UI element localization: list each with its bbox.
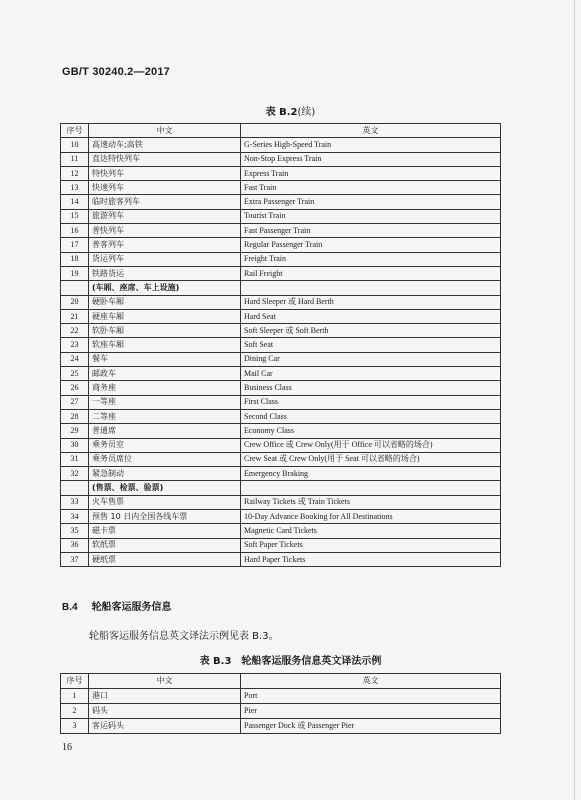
row-chinese: 临时旅客列车 — [89, 195, 241, 209]
section-number: B.4 — [62, 602, 78, 613]
row-number: 30 — [61, 438, 89, 452]
row-english: Fast Passenger Train — [241, 224, 501, 238]
row-english: Railway Tickets 或 Train Tickets — [241, 495, 501, 509]
row-english: Regular Passenger Train — [241, 238, 501, 252]
row-english: Crew Office 或 Crew Only(用于 Office 可以省略的场合) — [241, 438, 501, 452]
table-row — [61, 266, 501, 280]
table-row — [61, 209, 501, 223]
table-row — [61, 309, 501, 323]
row-chinese: 软座车厢 — [89, 338, 241, 352]
row-number: 22 — [61, 324, 89, 338]
row-number: 26 — [61, 381, 89, 395]
row-english: 10-Day Advance Booking for All Destinations — [241, 510, 501, 524]
row-chinese: 客运码头 — [89, 719, 241, 734]
table-b2-body — [61, 138, 501, 567]
row-english: First Class — [241, 395, 501, 409]
row-chinese: 乘务员席位 — [89, 452, 241, 466]
row-english: Mail Car — [241, 367, 501, 381]
table-row — [61, 552, 501, 566]
row-chinese: 硬卧车厢 — [89, 295, 241, 309]
row-number: 17 — [61, 238, 89, 252]
row-chinese: 高速动车;高铁 — [89, 138, 241, 152]
row-chinese: 餐车 — [89, 352, 241, 366]
table-header-row — [61, 124, 501, 138]
header-english: 英文 — [241, 124, 501, 138]
group-number-cell — [61, 481, 89, 495]
row-english: Port — [241, 689, 501, 704]
table-b2-caption — [0, 103, 581, 118]
table-row — [61, 409, 501, 423]
row-number: 12 — [61, 166, 89, 180]
row-english: G-Series High-Speed Train — [241, 138, 501, 152]
table-row — [61, 495, 501, 509]
row-english: Dining Car — [241, 352, 501, 366]
row-english: Passenger Dock 或 Passenger Pier — [241, 719, 501, 734]
row-chinese: 磁卡票 — [89, 524, 241, 538]
row-chinese: 预售 10 日内全国各线车票 — [89, 510, 241, 524]
row-english: Non-Stop Express Train — [241, 152, 501, 166]
row-number: 21 — [61, 309, 89, 323]
row-english: Magnetic Card Tickets — [241, 524, 501, 538]
page-number: 16 — [62, 742, 72, 753]
table-row — [61, 295, 501, 309]
row-number: 23 — [61, 338, 89, 352]
row-number: 31 — [61, 452, 89, 466]
table-row — [61, 395, 501, 409]
row-chinese: 硬座车厢 — [89, 309, 241, 323]
table-row — [61, 381, 501, 395]
row-chinese: 码头 — [89, 704, 241, 719]
row-number: 34 — [61, 510, 89, 524]
group-english-cell — [241, 481, 501, 495]
section-title: 轮船客运服务信息 — [91, 602, 172, 613]
table-row — [61, 224, 501, 238]
row-chinese: 普通席 — [89, 424, 241, 438]
table-row — [61, 195, 501, 209]
row-chinese: 火车售票 — [89, 495, 241, 509]
row-chinese: 货运列车 — [89, 252, 241, 266]
row-english: Freight Train — [241, 252, 501, 266]
table-row — [61, 352, 501, 366]
table-row — [61, 538, 501, 552]
row-number: 33 — [61, 495, 89, 509]
row-chinese: 软纸票 — [89, 538, 241, 552]
row-chinese: 二等座 — [89, 409, 241, 423]
group-label: (车厢、座席、车上设施) — [89, 281, 241, 295]
row-number: 24 — [61, 352, 89, 366]
table-row — [61, 338, 501, 352]
row-number: 3 — [61, 719, 89, 734]
row-number: 18 — [61, 252, 89, 266]
header-english: 英文 — [241, 674, 501, 689]
row-english: Tourist Train — [241, 209, 501, 223]
table-b3 — [60, 673, 501, 734]
row-english: Second Class — [241, 409, 501, 423]
row-number: 36 — [61, 538, 89, 552]
row-number: 11 — [61, 152, 89, 166]
row-number: 28 — [61, 409, 89, 423]
row-chinese: 硬纸票 — [89, 552, 241, 566]
row-number: 15 — [61, 209, 89, 223]
table-row — [61, 166, 501, 180]
row-english: Fast Train — [241, 181, 501, 195]
row-chinese: 一等座 — [89, 395, 241, 409]
table-row — [61, 252, 501, 266]
group-label: (售票、检票、验票) — [89, 481, 241, 495]
row-english: Pier — [241, 704, 501, 719]
row-chinese: 铁路货运 — [89, 266, 241, 280]
row-english: Soft Seat — [241, 338, 501, 352]
table-b3-caption: 表 B.3 轮船客运服务信息英文译法示例 — [199, 656, 382, 667]
group-row — [61, 281, 501, 295]
row-english: Emergency Braking — [241, 467, 501, 481]
row-english: Rail Freight — [241, 266, 501, 280]
row-english: Economy Class — [241, 424, 501, 438]
header-chinese: 中文 — [89, 124, 241, 138]
row-number: 37 — [61, 552, 89, 566]
row-english: Hard Sleeper 或 Hard Berth — [241, 295, 501, 309]
row-chinese: 港口 — [89, 689, 241, 704]
row-chinese: 商务座 — [89, 381, 241, 395]
row-number: 25 — [61, 367, 89, 381]
row-chinese: 普客列车 — [89, 238, 241, 252]
table-row — [61, 452, 501, 466]
section-heading — [62, 598, 172, 613]
row-chinese: 乘务员室 — [89, 438, 241, 452]
table-b2 — [60, 123, 501, 567]
table-row — [61, 367, 501, 381]
row-number: 32 — [61, 467, 89, 481]
group-number-cell — [61, 281, 89, 295]
standard-code: GB/T 30240.2—2017 — [62, 66, 170, 78]
row-number: 16 — [61, 224, 89, 238]
page-edge — [574, 0, 575, 800]
row-chinese: 旅游列车 — [89, 209, 241, 223]
header-chinese: 中文 — [89, 674, 241, 689]
header-number: 序号 — [61, 674, 89, 689]
table-row — [61, 324, 501, 338]
table-row — [61, 689, 501, 704]
table-row — [61, 510, 501, 524]
row-english: Soft Sleeper 或 Soft Berth — [241, 324, 501, 338]
table-row — [61, 181, 501, 195]
row-number: 35 — [61, 524, 89, 538]
group-row — [61, 481, 501, 495]
table-row — [61, 238, 501, 252]
row-chinese: 软卧车厢 — [89, 324, 241, 338]
row-number: 2 — [61, 704, 89, 719]
table-row — [61, 524, 501, 538]
row-english: Soft Paper Tickets — [241, 538, 501, 552]
row-english: Crew Seat 或 Crew Only(用于 Seat 可以省略的场合) — [241, 452, 501, 466]
row-chinese: 快速列车 — [89, 181, 241, 195]
table-row — [61, 438, 501, 452]
table-b2-caption-main: 表 B.2 — [265, 107, 298, 118]
row-english: Express Train — [241, 166, 501, 180]
row-number: 10 — [61, 138, 89, 152]
row-english: Hard Paper Tickets — [241, 552, 501, 566]
table-row — [61, 138, 501, 152]
row-number: 27 — [61, 395, 89, 409]
row-number: 14 — [61, 195, 89, 209]
row-number: 20 — [61, 295, 89, 309]
header-number: 序号 — [61, 124, 89, 138]
row-number: 29 — [61, 424, 89, 438]
group-english-cell — [241, 281, 501, 295]
row-chinese: 直达特快列车 — [89, 152, 241, 166]
table-row — [61, 424, 501, 438]
row-english: Business Class — [241, 381, 501, 395]
table-row — [61, 704, 501, 719]
table-b3-body — [61, 689, 501, 734]
row-number: 1 — [61, 689, 89, 704]
row-chinese: 邮政车 — [89, 367, 241, 381]
table-b2-caption-continued: (续) — [297, 107, 316, 118]
row-chinese: 普快列车 — [89, 224, 241, 238]
row-number: 13 — [61, 181, 89, 195]
row-english: Hard Seat — [241, 309, 501, 323]
row-chinese: 特快列车 — [89, 166, 241, 180]
table-row — [61, 152, 501, 166]
section-paragraph: 轮船客运服务信息英文译法示例见表 B.3。 — [89, 631, 279, 642]
row-english: Extra Passenger Train — [241, 195, 501, 209]
row-chinese: 紧急制动 — [89, 467, 241, 481]
table-header-row — [61, 674, 501, 689]
table-row — [61, 467, 501, 481]
row-number: 19 — [61, 266, 89, 280]
table-row — [61, 719, 501, 734]
